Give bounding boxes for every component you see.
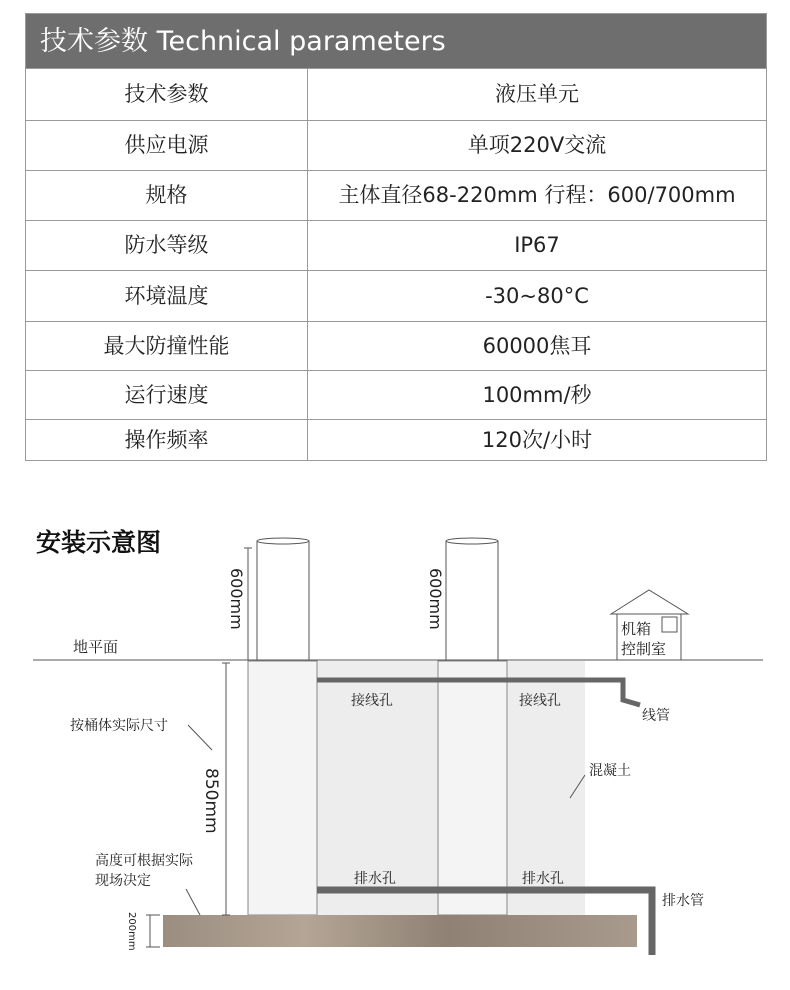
drain-hole-label-1: 排水孔 (354, 871, 396, 887)
height-right-label: 600mm (426, 568, 445, 630)
wire-hole-label-2: 接线孔 (519, 693, 561, 709)
spec-value: 单项220V交流 (467, 133, 607, 157)
leader-bucket-note (188, 725, 212, 750)
house-window (662, 617, 677, 632)
bucket-note-label: 按桶体实际尺寸 (70, 718, 168, 734)
leader-adjust-note (186, 889, 200, 915)
spec-table-header: 技术参数 Technical parameters (26, 14, 766, 69)
height-left-label: 600mm (227, 568, 246, 630)
spec-key: 操作频率 (26, 420, 308, 460)
spec-value: IP67 (514, 233, 560, 257)
spec-key: 防水等级 (26, 221, 308, 270)
spec-value: 120次/小时 (481, 428, 593, 452)
base-label: 200mm (126, 912, 137, 951)
spec-value: 液压单元 (495, 82, 579, 106)
spec-value: 主体直径68-220mm 行程：600/700mm (338, 183, 736, 207)
bucket-left (248, 661, 317, 915)
house-roof (611, 590, 688, 614)
ground-label: 地平面 (73, 638, 119, 656)
adjust-note-line1: 高度可根据实际 (95, 853, 193, 869)
spec-key: 规格 (26, 171, 308, 220)
adjust-note-line2: 现场决定 (95, 873, 151, 889)
concrete-label: 混凝土 (589, 763, 631, 779)
diagram-title: 安装示意图 (36, 528, 162, 557)
drain-hole-label-2: 排水孔 (522, 871, 564, 887)
house-label-2: 控制室 (621, 640, 667, 658)
spec-key: 最大防撞性能 (26, 322, 308, 370)
spec-value: 60000焦耳 (482, 334, 592, 358)
conduit-label: 线管 (642, 708, 670, 724)
spec-key: 运行速度 (26, 371, 308, 419)
spec-value: 100mm/秒 (482, 383, 592, 407)
house-label-1: 机箱 (621, 620, 652, 638)
spec-key: 技术参数 (26, 69, 308, 120)
depth-label: 850mm (201, 768, 221, 834)
bollard-left (257, 541, 309, 660)
drain-pipe-label: 排水管 (662, 893, 704, 909)
bollard-left-top (257, 538, 309, 544)
spec-value: -30~80°C (485, 284, 589, 308)
bucket-right (438, 661, 507, 915)
bollard-right-top (446, 538, 498, 544)
spec-key: 供应电源 (26, 121, 308, 170)
gravel-base (163, 915, 637, 947)
spec-key: 环境温度 (26, 271, 308, 321)
wire-hole-label-1: 接线孔 (351, 693, 393, 709)
bollard-right (446, 541, 498, 660)
